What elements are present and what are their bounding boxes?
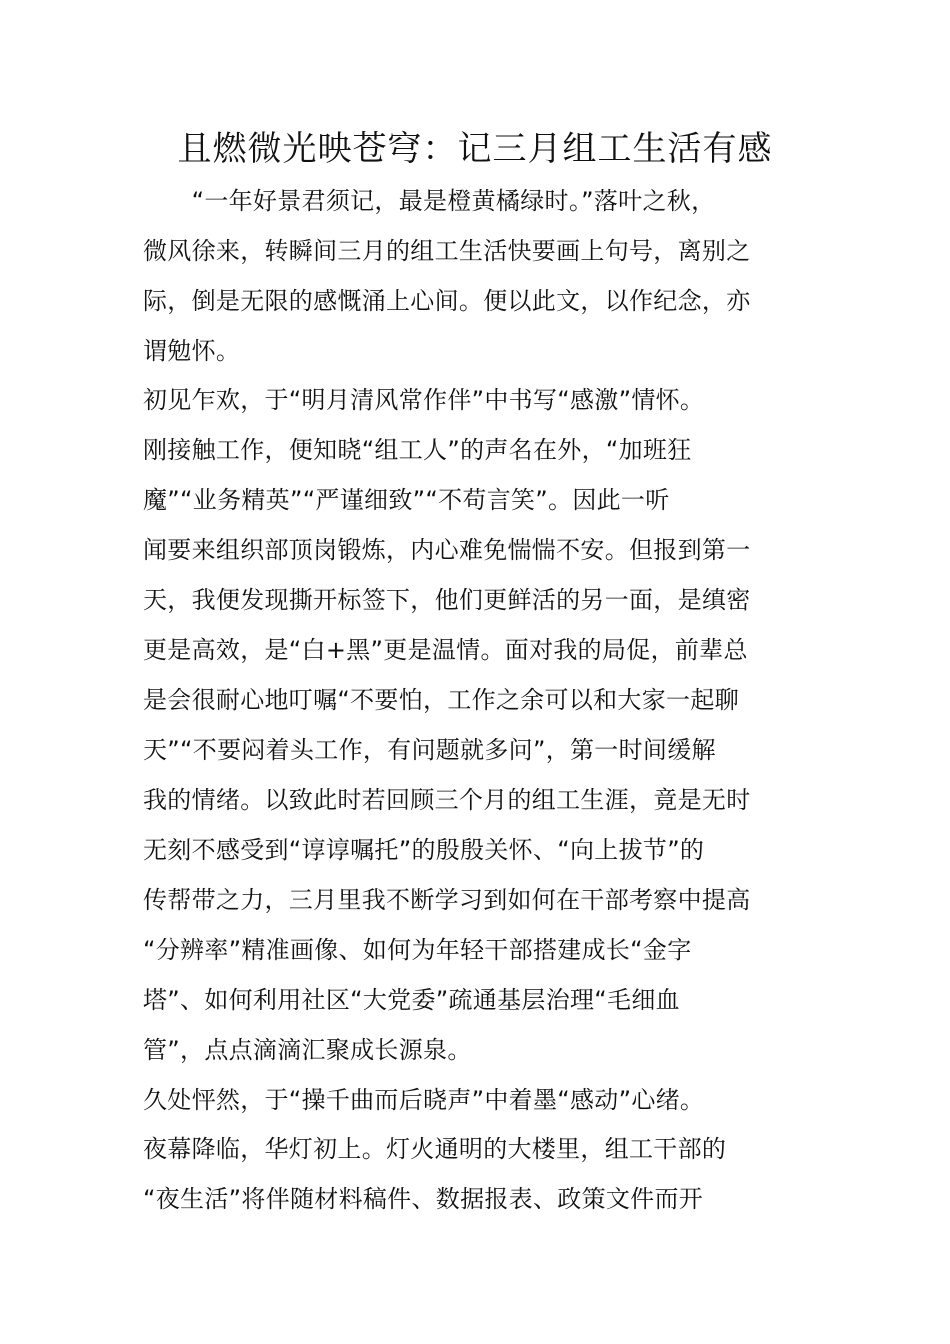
paragraph-1-line-4: 谓勉怀。 xyxy=(143,337,241,365)
paragraph-3-line-3: “夜生活”将伴随材料稿件、数据报表、政策文件而开 xyxy=(143,1185,704,1213)
paragraph-3-line-1: 久处怦然，于“操千曲而后晓声”中着墨“感动”心绪。 xyxy=(143,1086,705,1114)
paragraph-2-line-1: 初见乍欢，于“明月清风常作伴”中书写“感激”情怀。 xyxy=(143,386,705,414)
paragraph-2-line-2: 刚接触工作，便知晓“组工人”的声名在外，“加班狂 xyxy=(143,436,692,464)
paragraph-2-line-10: 无刻不感受到“谆谆嘱托”的殷殷关怀、“向上拔节”的 xyxy=(143,836,705,864)
paragraph-2-line-14: 管”，点点滴滴汇聚成长源泉。 xyxy=(143,1036,472,1064)
document-title: 且燃微光映苍穹：记三月组工生活有感 xyxy=(177,129,773,169)
paragraph-2-line-4: 闻要来组织部顶岗锻炼，内心难免惴惴不安。但报到第一 xyxy=(143,536,751,564)
paragraph-2-line-5: 天，我便发现撕开标签下，他们更鲜活的另一面，是缜密 xyxy=(143,586,751,614)
paragraph-2-line-12: “分辨率”精准画像、如何为年轻干部搭建成长“金字 xyxy=(143,936,692,964)
paragraph-2-line-6: 更是高效，是“白+黑”更是温情。面对我的局促，前辈总 xyxy=(143,636,748,664)
paragraph-2-line-3: 魔”“业务精英”“严谨细致”“不苟言笑”。因此一听 xyxy=(143,486,670,514)
paragraph-1-line-3: 际，倒是无限的感慨涌上心间。便以此文，以作纪念，亦 xyxy=(143,287,751,315)
paragraph-1-line-2: 微风徐来，转瞬间三月的组工生活快要画上句号，离别之 xyxy=(143,237,751,265)
paragraph-2-line-8: 天”“不要闷着头工作，有问题就多问”，第一时间缓解 xyxy=(143,736,716,764)
paragraph-3-line-2: 夜幕降临，华灯初上。灯火通明的大楼里，组工干部的 xyxy=(143,1135,727,1163)
paragraph-1-line-1: “一年好景君须记，最是橙黄橘绿时。”落叶之秋， xyxy=(143,187,716,215)
paragraph-2-line-13: 塔”、如何利用社区“大党委”疏通基层治理“毛细血 xyxy=(143,986,680,1014)
paragraph-2-line-7: 是会很耐心地叮嘱“不要怕，工作之余可以和大家一起聊 xyxy=(143,686,739,714)
paragraph-2-line-9: 我的情绪。以致此时若回顾三个月的组工生涯，竟是无时 xyxy=(143,786,751,814)
paragraph-2-line-11: 传帮带之力，三月里我不断学习到如何在干部考察中提高 xyxy=(143,886,751,914)
